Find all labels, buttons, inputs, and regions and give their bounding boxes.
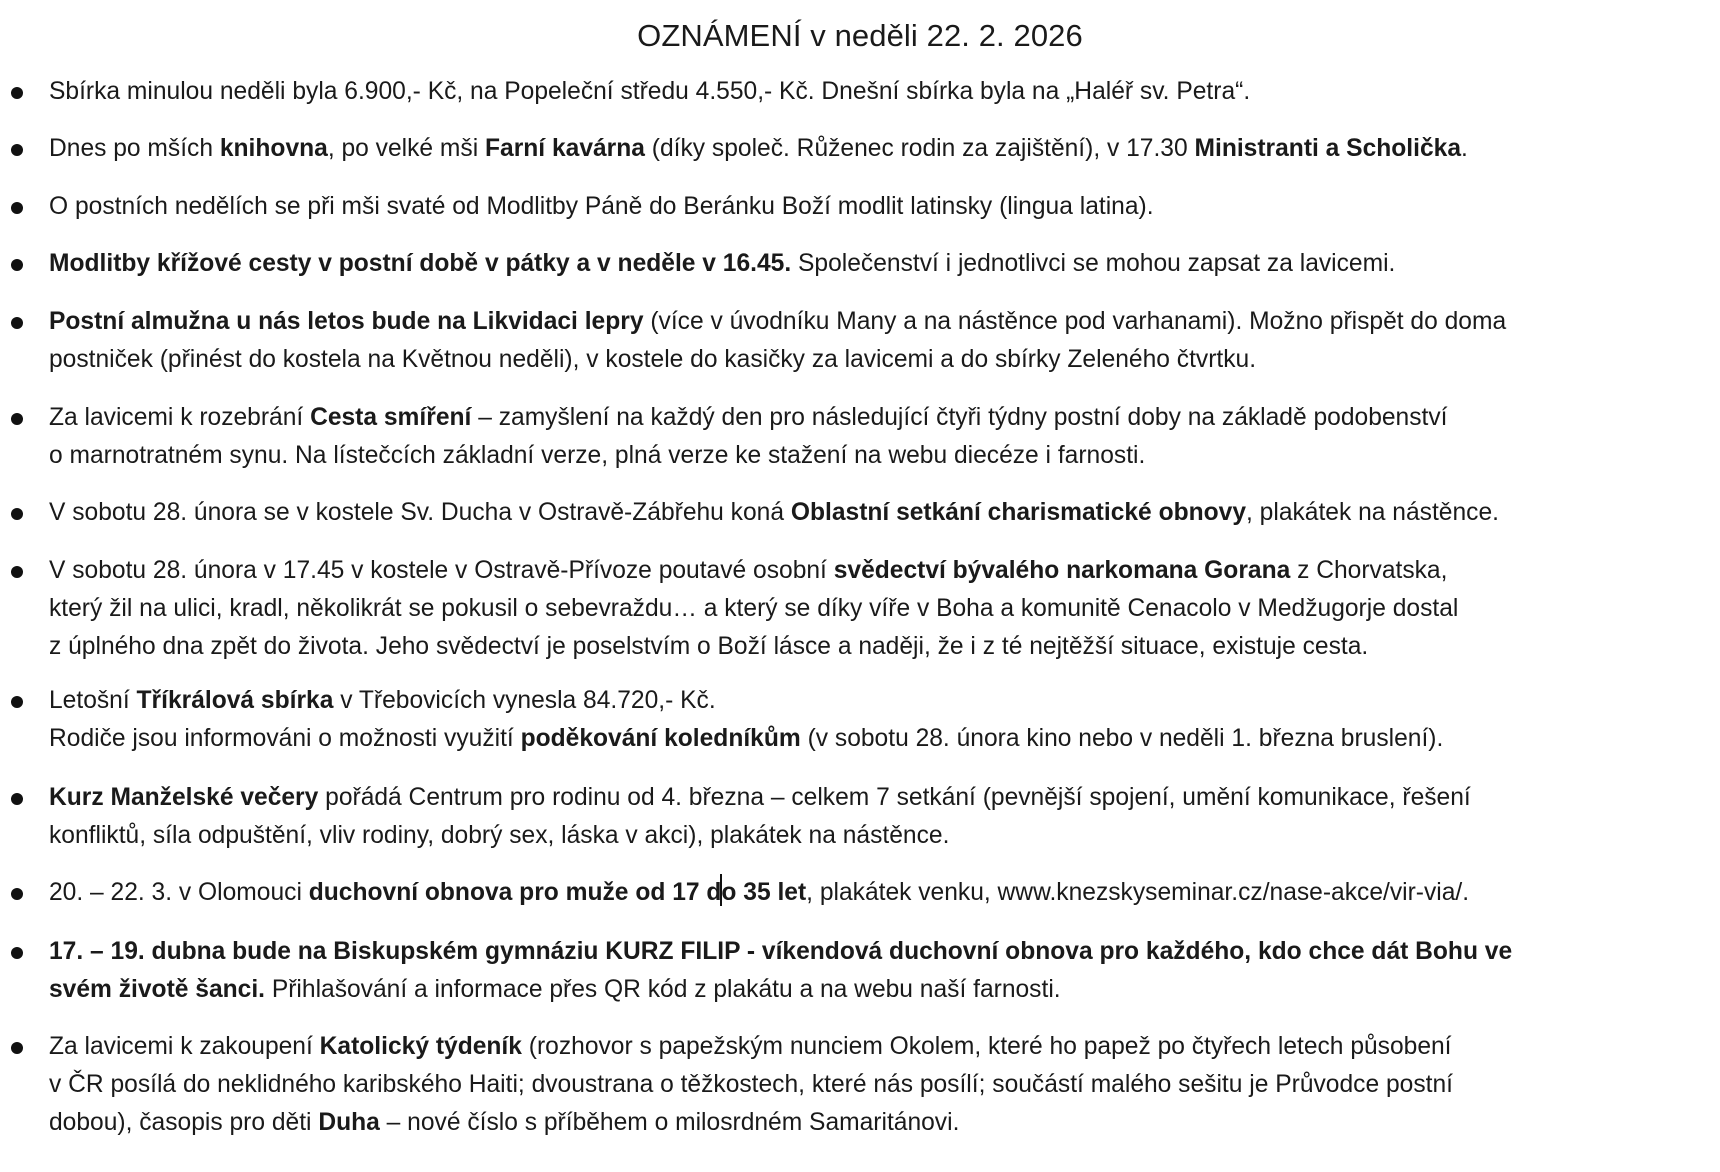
bullet-icon (11, 566, 23, 578)
bullet-icon (11, 696, 23, 708)
text-segment: V sobotu 28. února se v kostele Sv. Ducha v Ostravě-Zábřehu koná (49, 499, 791, 526)
bold-text: 17. – 19. dubna bude na Biskupském gymnáziu KURZ FILIP - víkendová duchovní obnova pro každého, kdo chce dát Bohu ve (49, 938, 1513, 965)
text-segment: – nové číslo s příběhem o milosrdném Samaritánovi. (379, 1109, 960, 1136)
bold-text: Postní almužna u nás letos bude na Likvidaci lepry (49, 308, 644, 335)
text-line (49, 816, 949, 856)
text-segment: Přihlašování a informace přes QR kód z plakátu a na webu naší farnosti. (265, 976, 1061, 1003)
text-segment: Za lavicemi k rozebrání (49, 404, 311, 431)
bold-text: svém životě šanci. (49, 976, 265, 1003)
text-line (49, 970, 1061, 1010)
list-item (0, 244, 1720, 286)
text-segment: v Třebovicích vynesla 84.720,- Kč. (333, 687, 716, 714)
text-line (49, 589, 1458, 629)
bullet-icon (11, 259, 23, 271)
text-segment: (více v úvodníku Many a na nástěnce pod varhanami). Možno přispět do doma (643, 308, 1507, 335)
list-item (0, 493, 1720, 535)
bullet-icon (11, 413, 23, 425)
bullet-icon (11, 144, 23, 156)
text-segment: Letošní (49, 687, 137, 714)
text-segment: , po velké mši (327, 135, 486, 162)
text-segment: Za lavicemi k zakoupení (49, 1033, 320, 1060)
bold-text: Farní kavárna (485, 135, 645, 162)
text-segment: O postních nedělích se při mši svaté od Modlitby Páně do Beránku Boží modlit latinsky (lingua latina). (49, 193, 1154, 220)
bullet-icon (11, 793, 23, 805)
list-item (0, 778, 1720, 858)
text-segment: (rozhovor s papežským nunciem Okolem, které ho papež po čtyřech letech působení (521, 1033, 1452, 1060)
bold-text: Ministranti a Scholička (1194, 135, 1462, 162)
text-segment: Společenství i jednotlivci se mohou zapsat za lavicemi. (791, 250, 1396, 277)
text-line (49, 244, 1395, 284)
bold-text: svědectví bývalého narkomana Gorana (833, 557, 1291, 584)
list-item (0, 551, 1720, 669)
text-line (49, 627, 1368, 667)
text-line (49, 1027, 1452, 1067)
text-line (49, 551, 1447, 591)
bold-text: poděkování koledníkům (520, 725, 801, 752)
text-segment: V sobotu 28. února v 17.45 v kostele v Ostravě-Přívoze poutavé osobní (49, 557, 834, 584)
text-segment: . (1461, 135, 1468, 162)
list-item (0, 72, 1720, 114)
list-item (0, 681, 1720, 761)
text-line (49, 1103, 959, 1143)
text-line (49, 778, 1471, 818)
bullet-icon (11, 1042, 23, 1054)
bullet-icon (11, 202, 23, 214)
bold-text: Tříkrálová sbírka (136, 687, 334, 714)
text-segment: Dnes po mších (49, 135, 220, 162)
bullet-icon (11, 888, 23, 900)
text-segment: z Chorvatska, (1290, 557, 1448, 584)
bullet-icon (11, 87, 23, 99)
text-segment: dobou), časopis pro děti (49, 1109, 319, 1136)
bold-text: Kurz Manželské večery (49, 784, 319, 811)
bullet-icon (11, 317, 23, 329)
text-segment: (díky společ. Růženec rodin za zajištění), v 17.30 (644, 135, 1195, 162)
bold-text: Modlitby křížové cesty v postní době v pátky a v neděle v 16.45. (49, 250, 792, 277)
list-item (0, 1027, 1720, 1145)
text-segment: který žil na ulici, kradl, několikrát se pokusil o sebevraždu… a který se díky víře v Boha a komunitě Cenacolo v Medžugorje dostal (49, 595, 1459, 622)
bold-text: Cesta smíření (310, 404, 472, 431)
bold-text: o 35 let (721, 879, 807, 906)
bullet-icon (11, 508, 23, 520)
text-segment: – zamyšlení na každý den pro následující čtyři týdny postní doby na základě podobenství (471, 404, 1448, 431)
text-line (49, 398, 1448, 438)
list-item (0, 187, 1720, 229)
text-segment: Sbírka minulou neděli byla 6.900,- Kč, na Popeleční středu 4.550,- Kč. Dnešní sbírka byla na „Haléř sv. Petra“. (49, 78, 1251, 105)
bold-text: Katolický týdeník (319, 1033, 522, 1060)
list-item (0, 302, 1720, 382)
text-segment: v ČR posílá do neklidného karibského Haiti; dvoustrana o těžkostech, které nás posílí; součástí malého sešitu je Průvodce postní (49, 1071, 1453, 1098)
text-line (49, 1065, 1453, 1105)
text-line (49, 873, 1469, 913)
text-line (49, 129, 1468, 169)
text-line (49, 493, 1499, 533)
text-line (49, 719, 1443, 759)
text-line (49, 681, 716, 721)
text-segment: konfliktů, síla odpuštění, vliv rodiny, dobrý sex, láska v akci), plakátek na nástěnce. (49, 822, 950, 849)
text-segment: , plakátek venku, www.knezskyseminar.cz/nase-akce/vir-via/. (806, 879, 1470, 906)
list-item (0, 932, 1720, 1012)
list-item (0, 129, 1720, 171)
text-line (49, 932, 1512, 972)
text-segment: , plakátek na nástěnce. (1246, 499, 1499, 526)
text-segment: postniček (přinést do kostela na Květnou neděli), v kostele do kasičky za lavicemi a do sbírky Zeleného čtvrtku. (49, 346, 1257, 373)
bold-text: knihovna (219, 135, 328, 162)
text-segment: o marnotratném synu. Na lístečcích základní verze, plná verze ke stažení na webu diecéze i farnosti. (49, 442, 1146, 469)
bold-text: Duha (318, 1109, 380, 1136)
text-line (49, 72, 1250, 112)
text-line (49, 436, 1145, 476)
text-line (49, 187, 1154, 227)
list-item (0, 398, 1720, 478)
bold-text: duchovní obnova pro muže od 17 d (308, 879, 722, 906)
text-segment: Rodiče jsou informováni o možnosti využití (49, 725, 521, 752)
page-title: OZNÁMENÍ v neděli 22. 2. 2026 (637, 18, 1083, 53)
text-segment: pořádá Centrum pro rodinu od 4. března – celkem 7 setkání (pevnější spojení, umění komunikace, řešení (318, 784, 1471, 811)
text-segment: 20. – 22. 3. v Olomouci (49, 879, 309, 906)
bullet-icon (11, 947, 23, 959)
text-segment: z úplného dna zpět do života. Jeho svědectví je poselstvím o Boží lásce a naději, že i z té nejtěžší situace, existuje cesta. (49, 633, 1369, 660)
bold-text: Oblastní setkání charismatické obnovy (790, 499, 1247, 526)
text-line (49, 340, 1256, 380)
list-item (0, 873, 1720, 915)
text-segment: (v sobotu 28. února kino nebo v neděli 1. března bruslení). (800, 725, 1444, 752)
text-line (49, 302, 1506, 342)
